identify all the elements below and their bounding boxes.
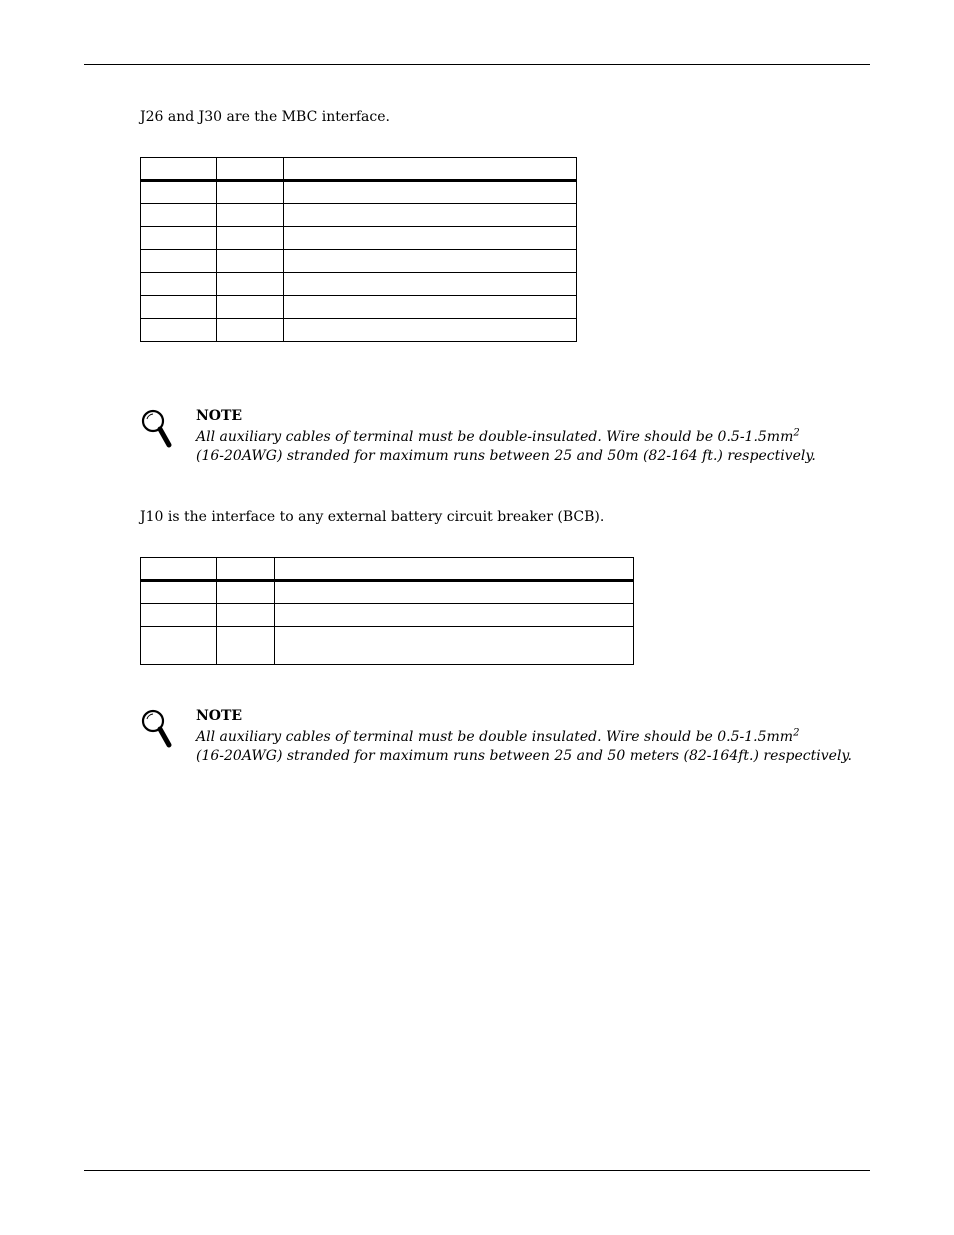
superscript: 2	[793, 427, 800, 439]
superscript: 2	[793, 727, 800, 739]
table-row	[141, 581, 634, 604]
bcb-intro: J10 is the interface to any external battery circuit breaker (BCB).	[140, 509, 605, 525]
mbc-interface-table	[140, 157, 577, 342]
table-row	[141, 227, 577, 250]
magnifier-icon	[140, 408, 172, 450]
note-text-line1: All auxiliary cables of terminal must be double-insulated. Wire should be $0.5-1.5mm^2$	[196, 427, 800, 445]
table-row	[141, 273, 577, 296]
table-row	[141, 181, 577, 204]
bcb-interface-table	[140, 557, 634, 665]
header-rule	[84, 64, 870, 65]
table-row	[141, 627, 634, 665]
table-row	[141, 204, 577, 227]
table-row	[141, 604, 634, 627]
note-title: NOTE	[196, 408, 243, 424]
note-text-line2: (16-20AWG) stranded for maximum runs between 25 and 50 meters (82-164ft.) respectively.	[196, 748, 852, 764]
note-text-line1: All auxiliary cables of terminal must be double insulated. Wire should be $0.5-1.5mm^2$	[196, 727, 800, 745]
note-title: NOTE	[196, 708, 243, 724]
table-header-row	[141, 158, 577, 181]
table-row	[141, 250, 577, 273]
table-row	[141, 296, 577, 319]
table-header-row	[141, 558, 634, 581]
footer-rule	[84, 1170, 870, 1171]
mbc-intro: J26 and J30 are the MBC interface.	[140, 109, 390, 125]
table-row	[141, 319, 577, 342]
note-text-line2: (16-20AWG) stranded for maximum runs between 25 and 50m (82-164 ft.) respectively.	[196, 448, 816, 464]
magnifier-icon	[140, 708, 172, 750]
